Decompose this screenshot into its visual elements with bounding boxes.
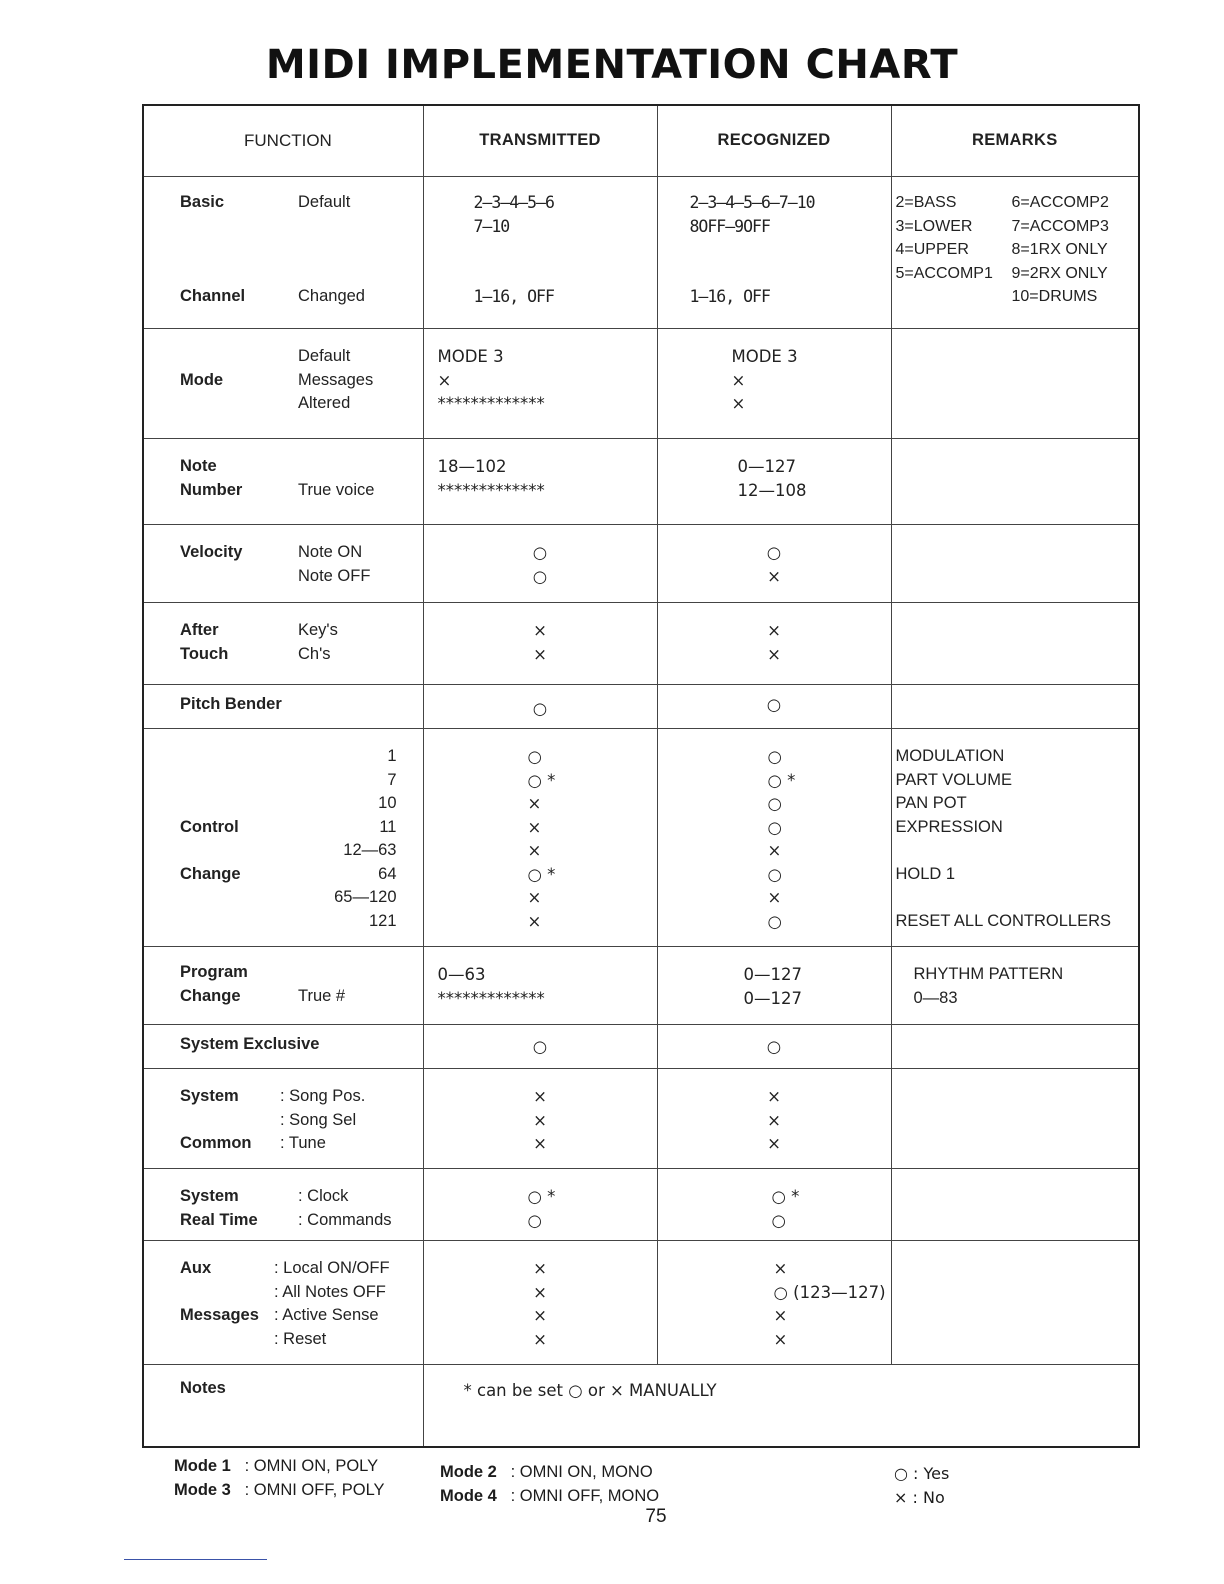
row-control-change [143,729,1139,947]
syscommon-remarks [891,1069,1139,1169]
messages-label: Messages [180,1306,259,1324]
mode-altered-label: Altered [298,394,351,412]
velocity-remarks [891,525,1139,603]
mode3-key: Mode 3 [174,1481,231,1499]
aftertouch-remarks [891,603,1139,685]
basic-recognized: 2—3—4—5—6—7—10 8OFF—9OFF 1—16, OFF [689,193,815,306]
mode-recognized: MODE 3 × × [731,347,798,413]
control-label: Control [180,817,239,836]
true-number-label: True # [298,986,346,1005]
after-label: After [180,621,219,639]
song-pos-label: : Song Pos. [280,1087,366,1105]
clock-label: : Clock [298,1187,349,1205]
basic-label: Basic [180,193,225,211]
control-remarks: MODULATION PART VOLUME PAN POT EXPRESSION HOLD 1 RESET ALL CONTROLLERS [895,747,1111,930]
remark-bass: 2=BASS [895,194,957,211]
aux-recognized: × ○ (123—127) × × [773,1259,886,1349]
row-aux-messages [143,1241,1139,1365]
real-time-label: Real Time [180,1210,258,1229]
aux-label: Aux [180,1259,212,1277]
header-recognized: RECOGNIZED [657,105,891,177]
remark-lower: 3=LOWER [895,217,973,235]
mode3-value: : OMNI OFF, POLY [244,1481,385,1499]
program-label: Program [180,963,248,981]
row-after-touch [143,603,1139,685]
remark-accomp3: 7=ACCOMP3 [1011,217,1109,235]
control-numbers: 1 7 10 11 12—63 64 65—120 121 [334,747,397,930]
velocity-transmitted: ○ ○ [532,543,548,586]
footer-mode-right [440,1460,659,1508]
sysex-remarks [891,1025,1139,1069]
mode-label: Mode [180,370,224,389]
remark-upper: 4=UPPER [895,241,969,258]
local-onoff-label: : Local ON/OFF [274,1259,390,1277]
row-program-change [143,947,1139,1025]
program-change-label: Change [180,986,241,1005]
row-basic-channel [143,177,1139,329]
row-notes [143,1365,1139,1447]
pitch-remarks [891,685,1139,729]
keys-label: Key's [298,621,338,639]
reset-label: : Reset [274,1329,327,1348]
remark-accomp2: 6=ACCOMP2 [1011,194,1109,211]
row-velocity [143,525,1139,603]
mode1-value: : OMNI ON, POLY [244,1457,379,1475]
legend-yes: ○ : Yes [894,1464,950,1483]
footer-mode-left [174,1454,385,1502]
note-on-label: Note ON [298,543,363,561]
pitch-transmitted: ○ [532,699,548,718]
note-remarks [891,439,1139,525]
note-transmitted: 18—102 ************* [437,457,545,500]
note-off-label: Note OFF [298,566,371,585]
chs-label: Ch's [298,644,331,663]
channel-label: Channel [180,287,246,305]
system-realtime-label: System [180,1187,239,1205]
touch-label: Touch [180,644,229,663]
tune-label: : Tune [280,1134,326,1152]
mode-remarks [891,329,1139,439]
mode4-value: : OMNI OFF, MONO [510,1487,660,1505]
mode2-key: Mode 2 [440,1463,497,1481]
pitch-bender-label: Pitch Bender [180,695,282,713]
program-transmitted: 0—63 ************* [437,965,545,1008]
row-system-exclusive [143,1025,1139,1069]
mode1-key: Mode 1 [174,1457,231,1475]
basic-transmitted: 2—3—4—5—6 7—10 1—16, OFF [473,193,554,306]
note-recognized: 0—127 12—108 [737,457,807,500]
mode-transmitted: MODE 3 × ************* [437,347,545,413]
pitch-recognized: ○ [766,695,782,714]
notes-label: Notes [180,1379,226,1397]
row-pitch-bender [143,685,1139,729]
midi-implementation-table [142,104,1140,1448]
bottom-rule [124,1559,267,1560]
basic-default-label: Default [298,193,351,211]
realtime-transmitted: ○ * ○ [527,1187,556,1230]
remark-accomp1: 5=ACCOMP1 [895,264,993,282]
realtime-remarks [891,1169,1139,1241]
legend-no: × : No [894,1488,945,1507]
header-row [143,105,1139,177]
common-label: Common [180,1134,252,1152]
commands-label: : Commands [298,1210,392,1229]
header-function: FUNCTION [143,105,423,177]
header-remarks: REMARKS [891,105,1139,177]
mode4-key: Mode 4 [440,1487,497,1505]
realtime-recognized: ○ * ○ [771,1187,800,1230]
row-note-number [143,439,1139,525]
velocity-recognized: ○ × [766,543,782,586]
control-transmitted: ○ ○ * × × × ○ * × × [527,747,556,931]
note-label: Note [180,457,217,475]
number-label: Number [180,480,243,499]
remark-drums: 10=DRUMS [1011,288,1098,305]
notes-text: * can be set ○ or × MANUALLY [463,1381,717,1400]
row-mode [143,329,1139,439]
basic-remarks [892,177,1139,309]
mode-messages-label: Messages [298,370,374,389]
row-system-common [143,1069,1139,1169]
aux-transmitted: × × × × [533,1259,547,1349]
syscommon-transmitted: × × × [533,1087,547,1153]
sysex-label: System Exclusive [180,1035,320,1053]
active-sense-label: : Active Sense [274,1306,379,1324]
aux-remarks [891,1241,1139,1365]
aftertouch-transmitted: × × [533,621,547,664]
syscommon-recognized: × × × [767,1087,781,1153]
remark-1rx: 8=1RX ONLY [1011,241,1108,258]
velocity-label: Velocity [180,543,243,561]
true-voice-label: True voice [298,480,375,499]
program-recognized: 0—127 0—127 [743,965,802,1008]
footer-legend [894,1462,949,1510]
remark-2rx: 9=2RX ONLY [1011,264,1108,282]
system-common-label: System [180,1087,239,1105]
mode2-value: : OMNI ON, MONO [510,1463,653,1481]
sysex-transmitted: ○ [532,1037,548,1056]
header-transmitted: TRANSMITTED [423,105,657,177]
all-notes-off-label: : All Notes OFF [274,1282,386,1301]
control-recognized: ○ ○ * ○ ○ × ○ × ○ [767,747,796,931]
program-remarks: RHYTHM PATTERN 0—83 [913,965,1064,1007]
page-number: 75 [645,1506,667,1527]
row-system-real-time [143,1169,1139,1241]
aftertouch-recognized: × × [767,621,781,664]
page-title: MIDI IMPLEMENTATION CHART [265,42,959,88]
song-sel-label: : Song Sel [280,1110,357,1129]
mode-default-label: Default [298,347,351,365]
sysex-recognized: ○ [766,1037,782,1056]
change-label: Change [180,864,241,883]
basic-changed-label: Changed [298,287,365,305]
